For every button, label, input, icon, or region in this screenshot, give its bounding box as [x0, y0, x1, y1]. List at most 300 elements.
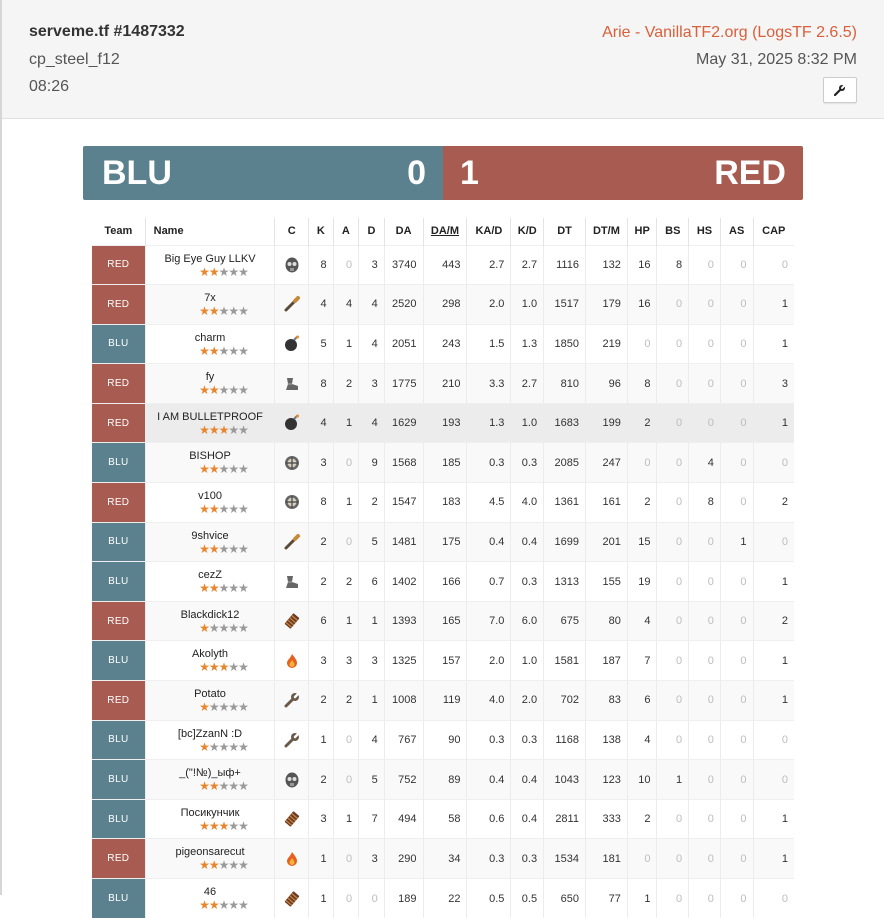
red-score: 1	[460, 154, 479, 193]
stat-d: 1	[359, 681, 385, 721]
column-header-hp[interactable]: HP	[627, 218, 657, 245]
stat-dt: 650	[544, 879, 586, 918]
stat-kad: 2.7	[467, 245, 511, 285]
stat-as: 0	[720, 879, 753, 918]
stat-cap: 0	[753, 760, 794, 800]
star-empty-icon: ★	[209, 700, 219, 714]
stat-a: 0	[333, 720, 359, 760]
stat-dam: 119	[423, 681, 467, 721]
stat-bs: 0	[657, 364, 689, 404]
stat-da: 3740	[384, 245, 423, 285]
star-filled-icon: ★	[219, 819, 229, 833]
stat-as: 0	[720, 483, 753, 523]
pyro-flame-icon	[283, 850, 301, 868]
stat-kad: 4.5	[467, 483, 511, 523]
stat-hp: 1	[627, 879, 657, 918]
stat-dtm: 181	[585, 839, 627, 879]
stat-hp: 4	[627, 601, 657, 641]
star-empty-icon: ★	[219, 462, 229, 476]
stat-bs: 0	[657, 522, 689, 562]
star-filled-icon: ★	[209, 462, 219, 476]
star-filled-icon: ★	[209, 383, 219, 397]
class-cell	[275, 245, 309, 285]
player-rating-stars	[176, 503, 272, 515]
stat-dt: 1683	[544, 403, 586, 443]
player-name-cell	[145, 641, 275, 681]
stat-d: 4	[359, 324, 385, 364]
stat-hs: 0	[689, 562, 721, 602]
stat-cap: 1	[753, 562, 794, 602]
stat-da: 494	[384, 799, 423, 839]
class-cell	[275, 403, 309, 443]
stat-dtm: 132	[585, 245, 627, 285]
table-row	[92, 839, 794, 879]
column-header-da[interactable]: DA	[384, 218, 423, 245]
player-name-link[interactable]: _("!№)_ыф+	[149, 767, 272, 779]
class-cell	[275, 760, 309, 800]
player-name-link[interactable]: pigeonsarecut	[149, 846, 272, 858]
stat-bs: 0	[657, 839, 689, 879]
player-name-link[interactable]: I AM BULLETPROOF	[149, 411, 272, 423]
stat-as: 0	[720, 681, 753, 721]
stat-a: 1	[333, 601, 359, 641]
stat-d: 3	[359, 839, 385, 879]
team-cell: RED	[92, 483, 145, 523]
stat-kad: 4.0	[467, 681, 511, 721]
class-cell	[275, 839, 309, 879]
stat-hp: 0	[627, 443, 657, 483]
player-name-link[interactable]: 46	[149, 886, 272, 898]
player-name-link[interactable]: Big Eye Guy LLKV	[149, 253, 272, 265]
stat-k: 3	[309, 641, 334, 681]
stat-dam: 210	[423, 364, 467, 404]
stat-as: 0	[720, 403, 753, 443]
heavy-ammo-icon	[283, 612, 301, 630]
stat-hp: 16	[627, 285, 657, 325]
stat-kd: 2.7	[511, 245, 544, 285]
stat-hs: 0	[689, 324, 721, 364]
star-empty-icon: ★	[238, 819, 248, 833]
column-header-k-d[interactable]: K/D	[511, 218, 544, 245]
table-row	[92, 641, 794, 681]
star-filled-icon: ★	[219, 423, 229, 437]
star-empty-icon: ★	[238, 462, 248, 476]
star-empty-icon: ★	[219, 502, 229, 516]
stat-hp: 4	[627, 720, 657, 760]
star-empty-icon: ★	[228, 858, 238, 872]
star-filled-icon: ★	[209, 423, 219, 437]
stat-cap: 1	[753, 839, 794, 879]
stat-k: 5	[309, 324, 334, 364]
star-filled-icon: ★	[199, 898, 209, 912]
star-filled-icon: ★	[209, 858, 219, 872]
stat-dam: 34	[423, 839, 467, 879]
team-cell: BLU	[92, 443, 145, 483]
star-empty-icon: ★	[219, 304, 229, 318]
team-cell: BLU	[92, 641, 145, 681]
stat-dam: 166	[423, 562, 467, 602]
stat-da: 1481	[384, 522, 423, 562]
stat-kad: 0.4	[467, 760, 511, 800]
star-empty-icon: ★	[238, 383, 248, 397]
star-empty-icon: ★	[219, 898, 229, 912]
star-filled-icon: ★	[199, 700, 209, 714]
column-header-d[interactable]: D	[359, 218, 385, 245]
scout-bat-icon	[283, 295, 301, 313]
stat-cap: 0	[753, 879, 794, 918]
stat-kd: 0.3	[511, 443, 544, 483]
stat-as: 0	[720, 245, 753, 285]
stat-a: 4	[333, 285, 359, 325]
stat-d: 9	[359, 443, 385, 483]
star-filled-icon: ★	[209, 779, 219, 793]
stat-dtm: 123	[585, 760, 627, 800]
star-empty-icon: ★	[228, 740, 238, 754]
class-cell	[275, 601, 309, 641]
stat-dtm: 219	[585, 324, 627, 364]
stat-hs: 0	[689, 799, 721, 839]
player-rating-stars	[176, 661, 272, 673]
stat-k: 2	[309, 760, 334, 800]
table-row	[92, 522, 794, 562]
stat-cap: 0	[753, 443, 794, 483]
class-cell	[275, 641, 309, 681]
class-cell	[275, 522, 309, 562]
stat-k: 6	[309, 601, 334, 641]
stat-a: 2	[333, 681, 359, 721]
team-cell: BLU	[92, 760, 145, 800]
star-filled-icon: ★	[209, 265, 219, 279]
star-empty-icon: ★	[228, 621, 238, 635]
stat-da: 1775	[384, 364, 423, 404]
stat-dt: 1313	[544, 562, 586, 602]
table-row	[92, 879, 794, 918]
blu-team-label: BLU	[102, 154, 172, 193]
player-name-link[interactable]: Akolyth	[149, 648, 272, 660]
stat-a: 0	[333, 522, 359, 562]
star-filled-icon: ★	[199, 344, 209, 358]
player-name-cell	[145, 760, 275, 800]
stat-dtm: 80	[585, 601, 627, 641]
stat-dtm: 161	[585, 483, 627, 523]
table-row	[92, 364, 794, 404]
pyro-mask-icon	[283, 256, 301, 274]
log-title: serveme.tf #1487332	[29, 23, 185, 41]
stat-kd: 0.3	[511, 839, 544, 879]
stat-dtm: 83	[585, 681, 627, 721]
stat-as: 0	[720, 641, 753, 681]
blu-score: 0	[407, 154, 426, 193]
page-edge	[0, 0, 2, 895]
demoman-bomb-icon	[283, 414, 301, 432]
match-duration: 08:26	[29, 78, 69, 96]
star-empty-icon: ★	[228, 423, 238, 437]
stat-kd: 0.3	[511, 562, 544, 602]
column-header-dt[interactable]: DT	[544, 218, 586, 245]
player-name-link[interactable]: Blackdick12	[149, 609, 272, 621]
stat-kad: 0.6	[467, 799, 511, 839]
stat-kd: 0.4	[511, 799, 544, 839]
star-empty-icon: ★	[228, 462, 238, 476]
team-cell: BLU	[92, 522, 145, 562]
stat-dam: 89	[423, 760, 467, 800]
stat-d: 4	[359, 403, 385, 443]
stat-as: 0	[720, 720, 753, 760]
table-row	[92, 601, 794, 641]
stat-hp: 6	[627, 681, 657, 721]
tools-button[interactable]	[823, 77, 857, 103]
player-name-link[interactable]: Посикунчик	[149, 807, 272, 819]
column-header-ka-d[interactable]: KA/D	[467, 218, 511, 245]
stat-a: 1	[333, 403, 359, 443]
stat-dtm: 201	[585, 522, 627, 562]
column-header-k[interactable]: K	[309, 218, 334, 245]
star-empty-icon: ★	[228, 660, 238, 674]
scout-bat-icon	[283, 533, 301, 551]
stat-d: 0	[359, 879, 385, 918]
stat-a: 0	[333, 839, 359, 879]
star-filled-icon: ★	[199, 621, 209, 635]
player-name-link[interactable]: [bc]ZzanN :D	[149, 728, 272, 740]
class-cell	[275, 364, 309, 404]
stat-as: 0	[720, 364, 753, 404]
table-row	[92, 443, 794, 483]
stat-kad: 0.5	[467, 879, 511, 918]
stat-k: 1	[309, 720, 334, 760]
stat-da: 752	[384, 760, 423, 800]
star-filled-icon: ★	[199, 740, 209, 754]
stat-hp: 0	[627, 324, 657, 364]
stat-k: 8	[309, 245, 334, 285]
player-rating-stars	[176, 582, 272, 594]
class-cell	[275, 879, 309, 918]
stat-as: 0	[720, 601, 753, 641]
stat-hs: 0	[689, 879, 721, 918]
star-empty-icon: ★	[238, 700, 248, 714]
player-rating-stars	[176, 266, 272, 278]
star-empty-icon: ★	[238, 660, 248, 674]
stat-da: 1402	[384, 562, 423, 602]
stat-kad: 2.0	[467, 641, 511, 681]
star-empty-icon: ★	[238, 344, 248, 358]
stat-cap: 1	[753, 324, 794, 364]
stat-as: 0	[720, 324, 753, 364]
stat-hs: 4	[689, 443, 721, 483]
stat-hs: 0	[689, 601, 721, 641]
stat-bs: 0	[657, 285, 689, 325]
stat-d: 3	[359, 245, 385, 285]
player-name-cell	[145, 403, 275, 443]
column-header-cap[interactable]: CAP	[753, 218, 794, 245]
player-rating-stars	[176, 305, 272, 317]
stat-k: 2	[309, 681, 334, 721]
star-filled-icon: ★	[209, 542, 219, 556]
star-empty-icon: ★	[228, 304, 238, 318]
stat-bs: 0	[657, 443, 689, 483]
team-cell: RED	[92, 285, 145, 325]
star-empty-icon: ★	[228, 542, 238, 556]
stat-da: 1325	[384, 641, 423, 681]
star-filled-icon: ★	[199, 819, 209, 833]
stat-cap: 1	[753, 285, 794, 325]
star-empty-icon: ★	[228, 819, 238, 833]
team-cell: BLU	[92, 799, 145, 839]
player-rating-stars	[176, 741, 272, 753]
player-name-cell	[145, 720, 275, 760]
stat-kad: 0.4	[467, 522, 511, 562]
stat-dt: 1699	[544, 522, 586, 562]
stat-kd: 1.0	[511, 285, 544, 325]
stat-dt: 1581	[544, 641, 586, 681]
player-stats-table	[92, 218, 794, 918]
uploader-link[interactable]: Arie - VanillaTF2.org (LogsTF 2.6.5)	[602, 24, 857, 42]
stat-bs: 0	[657, 720, 689, 760]
star-empty-icon: ★	[238, 898, 248, 912]
table-row	[92, 245, 794, 285]
star-filled-icon: ★	[209, 344, 219, 358]
stat-hp: 2	[627, 483, 657, 523]
stat-hp: 0	[627, 839, 657, 879]
column-header-a[interactable]: A	[333, 218, 359, 245]
star-empty-icon: ★	[228, 383, 238, 397]
player-name-cell	[145, 483, 275, 523]
column-header-dt-m[interactable]: DT/M	[585, 218, 627, 245]
stat-k: 3	[309, 799, 334, 839]
player-rating-stars	[176, 543, 272, 555]
stat-as: 0	[720, 760, 753, 800]
stat-cap: 2	[753, 483, 794, 523]
star-empty-icon: ★	[238, 779, 248, 793]
table-row	[92, 799, 794, 839]
stat-a: 0	[333, 245, 359, 285]
player-rating-stars	[176, 701, 272, 713]
stat-dam: 185	[423, 443, 467, 483]
star-filled-icon: ★	[209, 819, 219, 833]
stat-dam: 22	[423, 879, 467, 918]
stat-kd: 0.3	[511, 720, 544, 760]
column-header-as[interactable]: AS	[720, 218, 753, 245]
player-name-link[interactable]: 9shvice	[149, 530, 272, 542]
player-rating-stars	[176, 463, 272, 475]
class-cell	[275, 720, 309, 760]
stat-cap: 1	[753, 681, 794, 721]
stat-dam: 298	[423, 285, 467, 325]
stat-bs: 0	[657, 403, 689, 443]
stat-da: 290	[384, 839, 423, 879]
stat-bs: 0	[657, 799, 689, 839]
stat-da: 767	[384, 720, 423, 760]
star-empty-icon: ★	[238, 621, 248, 635]
stat-hp: 15	[627, 522, 657, 562]
heavy-ammo-icon	[283, 810, 301, 828]
star-filled-icon: ★	[209, 660, 219, 674]
pyro-flame-icon	[283, 652, 301, 670]
stat-d: 4	[359, 285, 385, 325]
column-header-team[interactable]: Team	[92, 218, 145, 245]
stat-dtm: 138	[585, 720, 627, 760]
stat-d: 3	[359, 641, 385, 681]
stat-dam: 183	[423, 483, 467, 523]
stat-a: 2	[333, 562, 359, 602]
stat-d: 5	[359, 760, 385, 800]
stat-cap: 0	[753, 245, 794, 285]
column-header-da-m[interactable]: DA/M	[423, 218, 467, 245]
star-empty-icon: ★	[209, 621, 219, 635]
stat-bs: 0	[657, 562, 689, 602]
player-name-link[interactable]: v100	[149, 490, 272, 502]
player-name-link[interactable]: cezZ	[149, 569, 272, 581]
stat-hp: 16	[627, 245, 657, 285]
stat-as: 0	[720, 285, 753, 325]
soldier-boot-icon	[283, 375, 301, 393]
star-filled-icon: ★	[199, 502, 209, 516]
star-filled-icon: ★	[219, 660, 229, 674]
star-empty-icon: ★	[228, 898, 238, 912]
red-team-label: RED	[714, 154, 786, 193]
player-name-link[interactable]: BISHOP	[149, 450, 272, 462]
team-cell: RED	[92, 364, 145, 404]
star-empty-icon: ★	[209, 740, 219, 754]
stat-as: 0	[720, 839, 753, 879]
star-empty-icon: ★	[228, 502, 238, 516]
stat-a: 0	[333, 760, 359, 800]
stat-da: 1393	[384, 601, 423, 641]
stat-dt: 2811	[544, 799, 586, 839]
stat-kd: 1.0	[511, 403, 544, 443]
stat-da: 2051	[384, 324, 423, 364]
player-name-link[interactable]: charm	[149, 332, 272, 344]
stat-kd: 1.0	[511, 641, 544, 681]
stat-bs: 0	[657, 324, 689, 364]
column-header-c[interactable]: C	[275, 218, 309, 245]
column-header-bs[interactable]: BS	[657, 218, 689, 245]
stat-a: 0	[333, 443, 359, 483]
player-name-link[interactable]: fy	[149, 371, 272, 383]
stat-bs: 0	[657, 681, 689, 721]
stat-d: 5	[359, 522, 385, 562]
pyro-mask-icon	[283, 771, 301, 789]
player-name-cell	[145, 839, 275, 879]
team-cell: BLU	[92, 720, 145, 760]
stat-kad: 0.3	[467, 443, 511, 483]
player-name-link[interactable]: Potato	[149, 688, 272, 700]
stat-a: 3	[333, 641, 359, 681]
player-name-cell	[145, 601, 275, 641]
column-header-hs[interactable]: HS	[689, 218, 721, 245]
engineer-wrench-icon	[283, 731, 301, 749]
stat-hp: 10	[627, 760, 657, 800]
stat-dtm: 187	[585, 641, 627, 681]
player-rating-stars	[176, 345, 272, 357]
star-empty-icon: ★	[219, 700, 229, 714]
column-header-name[interactable]: Name	[145, 218, 275, 245]
star-filled-icon: ★	[209, 581, 219, 595]
stat-dt: 1517	[544, 285, 586, 325]
team-cell: BLU	[92, 324, 145, 364]
star-filled-icon: ★	[199, 581, 209, 595]
stat-hs: 0	[689, 245, 721, 285]
star-empty-icon: ★	[238, 502, 248, 516]
stat-da: 1568	[384, 443, 423, 483]
blu-score-panel	[83, 146, 443, 200]
stat-hp: 7	[627, 641, 657, 681]
stat-hs: 0	[689, 364, 721, 404]
player-name-link[interactable]: 7x	[149, 292, 272, 304]
match-date: May 31, 2025 8:32 PM	[696, 51, 857, 69]
stat-k: 8	[309, 364, 334, 404]
star-empty-icon: ★	[238, 581, 248, 595]
stat-dtm: 247	[585, 443, 627, 483]
